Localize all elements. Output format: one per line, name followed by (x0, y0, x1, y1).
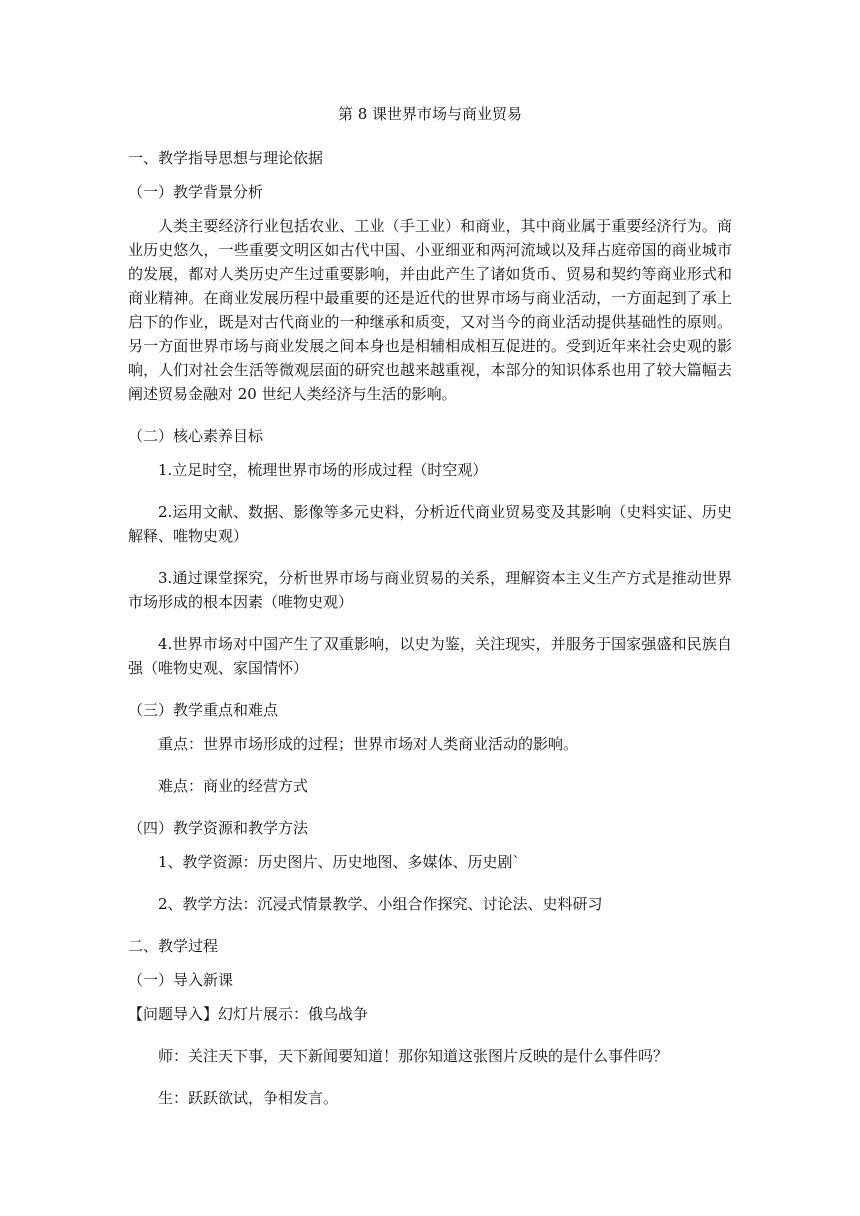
teacher-line: 师：关注天下事，天下新闻要知道！那你知道这张图片反映的是什么事件吗？ (158, 1047, 669, 1065)
subsection-heading-goals: （二）核心素养目标 (128, 427, 264, 445)
goal-item-3: 3.通过课堂探究，分析世界市场与商业贸易的关系，理解资本主义生产方式是推动世界市场形成的根本因素（唯物史观） (128, 569, 732, 611)
difficulty-point: 难点：商业的经营方式 (158, 777, 309, 795)
document-title: 第 8 课世界市场与商业贸易 (337, 105, 523, 123)
student-line: 生：跃跃欲试，争相发言。 (158, 1089, 339, 1107)
section-heading-2: 二、教学过程 (128, 937, 219, 955)
intro-question: 【问题导入】幻灯片展示：俄乌战争 (128, 1005, 369, 1023)
teaching-methods: 2、教学方法：沉浸式情景教学、小组合作探究、讨论法、史料研习 (158, 895, 603, 913)
teaching-resources: 1、教学资源：历史图片、历史地图、多媒体、历史剧` (158, 853, 521, 871)
goal-item-1: 1.立足时空，梳理世界市场的形成过程（时空观） (158, 461, 488, 479)
subsection-heading-intro: （一）导入新课 (128, 971, 234, 989)
goal-item-4: 4.世界市场对中国产生了双重影响，以史为鉴，关注现实，并服务于国家强盛和民族自强（唯物史观、家国情怀） (128, 635, 732, 677)
section-heading-1: 一、教学指导思想与理论依据 (128, 149, 324, 167)
goal-item-2: 2.运用文献、数据、影像等多元史料，分析近代商业贸易变及其影响（史料实证、历史解释、唯物史观） (128, 503, 732, 545)
subsection-heading-background: （一）教学背景分析 (128, 183, 264, 201)
subsection-heading-resources: （四）教学资源和教学方法 (128, 819, 309, 837)
key-point: 重点：世界市场形成的过程；世界市场对人类商业活动的影响。 (158, 735, 579, 753)
background-paragraph: 人类主要经济行业包括农业、工业（手工业）和商业，其中商业属于重要经济行为。商业历史悠久，一些重要文明区如古代中国、小亚细亚和两河流域以及拜占庭帝国的商业城市的发展，都对人类历史产生过重要影响，并由此产生了诸如货币、贸易和契约等商业形式和商业精神。在商业发展历程中最重要的还是近代的世界市场与商业活动，一方面起到了承上启下的作业，既是对古代商业的一种继承和质变，又对当今的商业活动提供基础性的原则。另一方面世界市场与商业发展之间本身也是相辅相成相互促进的。受到近年来社会史观的影响，人们对社会生活等微观层面的研究也越来越重视，本部分的知识体系也用了较大篇幅去阐述贸易金融对 20 世纪人类经济与生活的影响。 (128, 217, 732, 403)
subsection-heading-keypoints: （三）教学重点和难点 (128, 701, 279, 719)
